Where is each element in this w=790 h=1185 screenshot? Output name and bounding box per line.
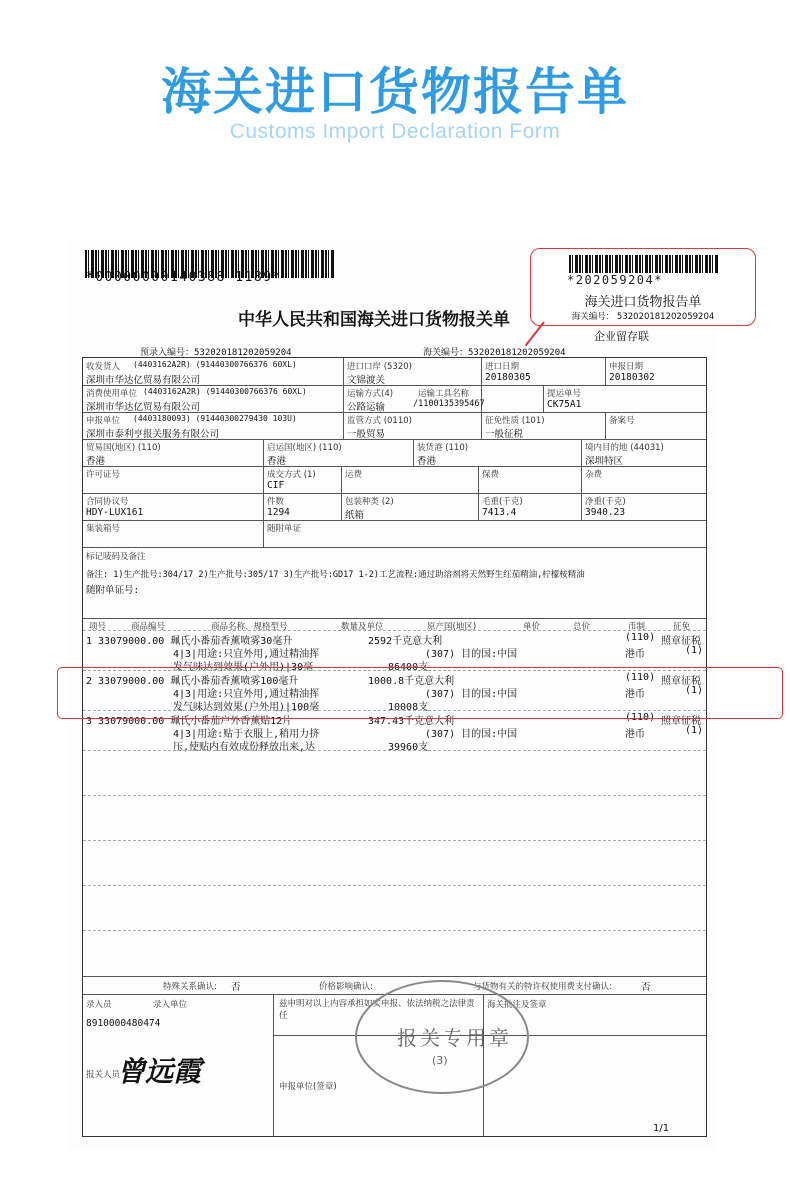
supervise-label: 监管方式 (0110) <box>347 416 412 426</box>
pack-value: 纸箱 <box>345 510 365 521</box>
pieces-label: 件数 <box>267 497 285 507</box>
declare-date: 20180302 <box>609 372 655 383</box>
remark-label: 备案号 <box>609 416 635 426</box>
docs-label: 随附单证 <box>267 524 302 534</box>
item-3-origin: (307) 目的国:中国 <box>425 729 518 740</box>
item-header-no: 项号 <box>89 622 107 632</box>
dest-label: 境内目的地 (44031) <box>585 443 664 453</box>
page-subtitle: Customs Import Declaration Form <box>229 120 561 143</box>
marks-label: 标记唛码及备注 <box>86 552 146 562</box>
grid-line <box>343 412 344 439</box>
item-1-qty: 2592千克意大利 <box>368 636 443 647</box>
grid-line <box>341 466 342 520</box>
item-2-line3: 发气味达到效果(户外用)|100毫 <box>173 702 320 713</box>
consignee-code: (4403162A2R) (91440300766376 60XL) <box>133 360 297 369</box>
special-relation-label: 特殊关系确认: <box>163 982 217 992</box>
bill-label: 提运单号 <box>547 389 582 399</box>
levy-value: 一般征税 <box>485 429 524 440</box>
item-1-currency2: 港币 <box>625 649 645 660</box>
page-number: 1/1 <box>653 1123 670 1134</box>
item-3-line2: 4|3|用途:贴于衣服上,稍用力挤 <box>173 729 320 740</box>
pre-entry-no: 预录入编号：532020181202059204 <box>140 348 292 358</box>
agent-code: (4403180093) (91440300279430 103U) <box>133 414 297 423</box>
grid-line <box>83 618 706 619</box>
gross-label: 毛重(千克) <box>482 497 523 507</box>
stamp-text: 报关专用章 <box>397 1026 512 1050</box>
remarks-docs: 随附单证号: <box>86 585 140 596</box>
item-2-levy: 照章征税 <box>661 676 701 687</box>
misc-label: 杂费 <box>585 470 603 480</box>
item-1-levy2: (1) <box>685 645 704 656</box>
item-header-levy: 征免 <box>673 622 691 632</box>
port-load-label: 装货港 (110) <box>417 443 469 453</box>
port-value: 文锦渡关 <box>347 375 386 386</box>
grid-line <box>413 439 414 466</box>
callout-box <box>530 248 756 326</box>
trade-country: 香港 <box>86 456 106 467</box>
declarant-label: 报关人员 <box>86 1070 121 1080</box>
grid-line <box>263 439 264 466</box>
item-2-origin: (307) 目的国:中国 <box>425 689 518 700</box>
empty-row-rule <box>83 795 706 796</box>
bill-value: CK75A1 <box>547 399 582 410</box>
deal-value: CIF <box>267 480 285 491</box>
item-3-line3: 压,使贴内有效成份释放出来,达 <box>173 742 316 753</box>
item-header-total: 总价 <box>573 622 591 632</box>
callout-barcode <box>569 255 719 273</box>
item-2-qty: 1000.8千克意大利 <box>368 676 455 687</box>
document-main-title: 中华人民共和国海关进口货物报关单 <box>238 310 510 330</box>
item-header-code: 商品编号 <box>131 622 166 632</box>
item-2-currency2: 港币 <box>625 689 645 700</box>
trade-country-label: 贸易国(地区) (110) <box>86 443 161 453</box>
gross-value: 7413.4 <box>482 507 517 518</box>
port-label: 进口口岸 (5320) <box>347 362 412 372</box>
item-1-qty2: 86400支 <box>388 662 429 673</box>
item-2-highlight <box>57 667 783 719</box>
grid-line <box>273 994 274 1136</box>
callout-customs-no: 海关编号： 532020181202059204 <box>571 312 715 322</box>
item-header-rule <box>83 630 706 631</box>
origin-country-label: 启运国(地区) (110) <box>267 443 342 453</box>
item-1-currency: (110) <box>625 632 656 643</box>
import-date-label: 进口日期 <box>485 362 520 372</box>
supervise-value: 一般贸易 <box>347 429 386 440</box>
transport-label: 运输方式(4) <box>347 389 394 399</box>
item-3-currency: (110) <box>625 712 656 723</box>
grid-line <box>83 547 706 548</box>
item-header-origin: 原产国(地区) <box>427 622 477 632</box>
contract-label: 合同协议号 <box>86 497 129 507</box>
item-header-qty: 数量及单位 <box>341 622 384 632</box>
callout-barcode-number: *202059204* <box>567 273 663 287</box>
user-name: 深圳市华达亿贸易有限公司 <box>86 402 201 413</box>
net-label: 净重(千克) <box>585 497 626 507</box>
item-2-line2: 4|3|用途:只宜外用,通过精油挥 <box>173 689 320 700</box>
grid-line <box>83 976 706 977</box>
grid-line <box>83 493 706 494</box>
declarant-signature: 曾远霞 <box>117 1055 202 1088</box>
user-code: (4403162A2R) (91440300766376 60XL) <box>143 387 307 396</box>
pack-label: 包装种类 (2) <box>345 497 394 507</box>
grid-line <box>581 439 582 466</box>
grid-line <box>481 412 482 439</box>
customs-no: 海关编号：532020181202059204 <box>423 348 566 358</box>
item-1-levy: 照章征税 <box>661 636 701 647</box>
item-3-qty2: 39960支 <box>388 742 429 753</box>
price-impact-label: 价格影响确认: <box>319 982 373 992</box>
empty-row-rule <box>83 840 706 841</box>
grid-line <box>605 412 606 439</box>
item-3-currency2: 港币 <box>625 729 645 740</box>
stamp-no: (3) <box>432 1054 448 1067</box>
item-2-levy2: (1) <box>685 685 704 696</box>
item-header-name: 商品名称、规格型号 <box>211 622 288 632</box>
item-3-levy: 照章征税 <box>661 716 701 727</box>
grid-line <box>83 520 706 521</box>
item-3-line1: 3 33079000.00 珮氏小番茄户外香薰贴12片 <box>86 716 293 727</box>
royalty-label: 与货物有关的特许权使用费支付确认: <box>473 982 612 992</box>
tool-label: 运输工具名称 <box>418 389 470 399</box>
empty-row-rule <box>83 930 706 931</box>
license-label: 许可证号 <box>86 470 121 480</box>
item-1-line2: 4|3|用途:只宜外用,通过精油挥 <box>173 649 320 660</box>
item-2-line1: 2 33079000.00 珮氏小番茄香薰喷雾100毫升 <box>86 676 299 687</box>
grid-line <box>343 358 344 412</box>
grid-line <box>581 466 582 520</box>
entry-person-label: 录入员 <box>86 1000 112 1010</box>
grid-line <box>543 385 544 412</box>
grid-line <box>481 358 482 385</box>
entry-no: 8910000480474 <box>86 1018 161 1029</box>
container-label: 集装箱号 <box>86 524 121 534</box>
empty-row-rule <box>83 885 706 886</box>
item-1-line1: 1 33079000.00 珮氏小番茄香薰喷雾30毫升 <box>86 636 293 647</box>
declare-date-label: 申报日期 <box>609 362 644 372</box>
item-1-origin: (307) 目的国:中国 <box>425 649 518 660</box>
dest-value: 深圳特区 <box>585 456 624 467</box>
origin-country: 香港 <box>267 456 287 467</box>
agent-label: 申报单位 <box>86 416 121 426</box>
item-2-currency: (110) <box>625 672 656 683</box>
item-header-price: 单价 <box>523 622 541 632</box>
grid-line <box>263 466 264 547</box>
item-3-qty: 347.43千克意大利 <box>368 716 455 727</box>
item-2-qty2: 10008支 <box>388 702 429 713</box>
grid-line <box>478 466 479 520</box>
unit-sign-label: 申报单位(签章) <box>279 1082 337 1092</box>
page-title: 海关进口货物报告单 <box>161 63 629 121</box>
insurance-label: 保费 <box>482 470 500 480</box>
agent-name: 深圳市泰利亨报关服务有限公司 <box>86 429 220 440</box>
barcode-left-number: *00000000140388 1189* <box>86 270 282 285</box>
net-value: 3940.23 <box>585 507 626 518</box>
corp-copy-label: 企业留存联 <box>594 330 649 343</box>
user-label: 消费使用单位 <box>86 389 138 399</box>
pieces-value: 1294 <box>267 507 290 518</box>
declaration-text: 兹申明对以上内容承担如实申报、依法纳税之法律责任 <box>279 999 475 1021</box>
contract-value: HDY-LUX161 <box>86 507 144 518</box>
special-relation-value: 否 <box>231 982 241 993</box>
customs-stamp <box>355 980 529 1094</box>
item-header-currency: 币制 <box>628 622 646 632</box>
grid-line <box>605 358 606 385</box>
entry-unit-label: 录入单位 <box>153 1000 188 1010</box>
royalty-value: 否 <box>641 982 651 993</box>
deal-label: 成交方式 (1) <box>267 470 316 480</box>
item-1-line3: 发气味达到效果(户外用)|30毫 <box>173 662 314 673</box>
tool-value: /1100135395467 <box>413 399 485 409</box>
consignee-name: 深圳市华达亿贸易有限公司 <box>86 375 201 386</box>
remarks-text: 备注: 1)生产批号:304/17 2)生产批号:305/17 3)生产批号:GD17 1-2)工艺流程:通过助溶剂将天然野生红茄精油,柠檬桉精油 <box>86 570 585 580</box>
import-date: 20180305 <box>485 372 531 383</box>
item-3-levy2: (1) <box>685 725 704 736</box>
customs-approval-label: 海关批注及签章 <box>487 1000 547 1010</box>
callout-title: 海关进口货物报告单 <box>584 295 702 310</box>
freight-label: 运费 <box>345 470 363 480</box>
empty-row-rule <box>83 750 706 751</box>
transport-value: 公路运输 <box>347 402 386 413</box>
levy-label: 征免性质 (101) <box>485 416 545 426</box>
port-load: 香港 <box>417 456 437 467</box>
consignee-label: 收发货人 <box>86 362 121 372</box>
